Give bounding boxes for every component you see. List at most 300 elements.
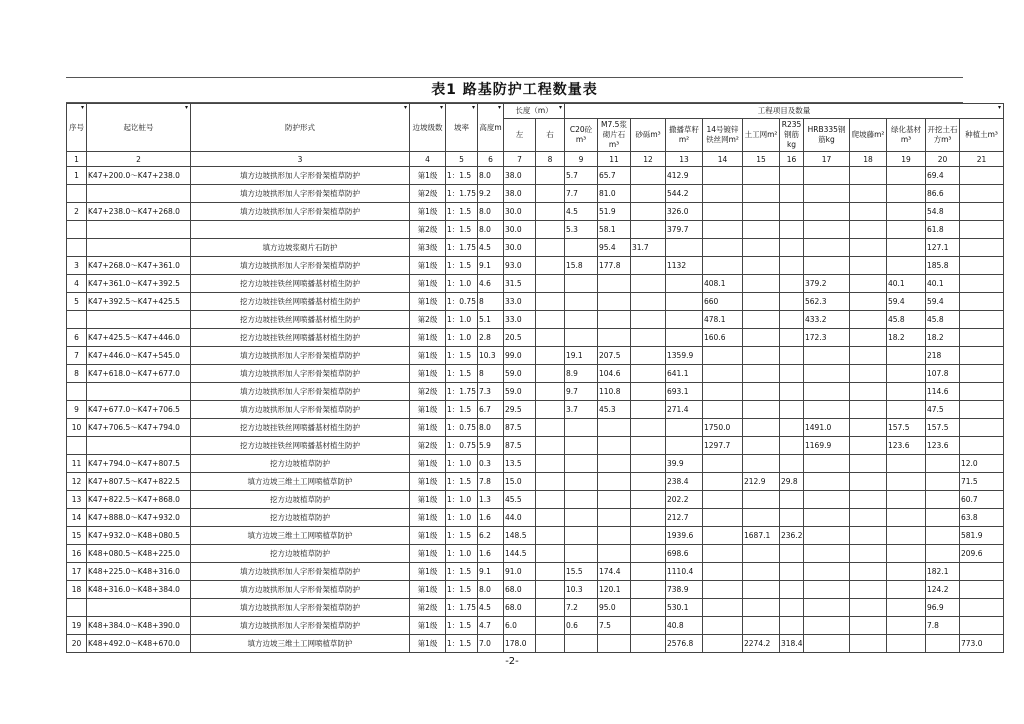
cell-mesh[interactable] (703, 239, 743, 257)
cell-grass[interactable] (666, 239, 703, 257)
cell-slope[interactable]: 1：1.0 (446, 311, 478, 329)
cell-excav[interactable] (926, 635, 960, 653)
cell-m75[interactable] (598, 545, 631, 563)
cell-no[interactable]: 11 (67, 455, 87, 473)
cell-m75[interactable]: 120.1 (598, 581, 631, 599)
cell-h[interactable]: 4.7 (478, 617, 504, 635)
cell-hrb[interactable] (804, 563, 850, 581)
cell-c20[interactable]: 15.8 (565, 257, 598, 275)
cell-green[interactable] (887, 365, 926, 383)
cell-geo[interactable] (743, 419, 780, 437)
cell-slope[interactable]: 1：0.75 (446, 419, 478, 437)
cell-left[interactable]: 148.5 (504, 527, 536, 545)
cell-excav[interactable]: 218 (926, 347, 960, 365)
cell-level[interactable]: 第2级 (410, 221, 446, 239)
cell-form[interactable]: 填方边坡三维土工网喷植草防护 (191, 473, 410, 491)
cell-green[interactable] (887, 563, 926, 581)
cell-excav[interactable] (926, 491, 960, 509)
cell-no[interactable] (67, 437, 87, 455)
cell-plant[interactable] (960, 329, 1004, 347)
cell-h[interactable]: 9.2 (478, 185, 504, 203)
cell-form[interactable]: 挖方边坡挂铁丝网喷播基材植生防护 (191, 419, 410, 437)
cell-green[interactable]: 123.6 (887, 437, 926, 455)
cell-grass[interactable] (666, 437, 703, 455)
cell-r235[interactable] (780, 491, 804, 509)
cell-sand[interactable] (631, 635, 666, 653)
cell-slope[interactable]: 1：1.5 (446, 563, 478, 581)
cell-m75[interactable] (598, 329, 631, 347)
filter-arrow-icon[interactable]: ▾ (439, 104, 443, 111)
cell-hrb[interactable] (804, 401, 850, 419)
cell-slope[interactable]: 1：1.5 (446, 347, 478, 365)
cell-m75[interactable] (598, 491, 631, 509)
cell-right[interactable] (536, 275, 565, 293)
cell-excav[interactable] (926, 545, 960, 563)
cell-left[interactable]: 87.5 (504, 437, 536, 455)
cell-mesh[interactable] (703, 455, 743, 473)
cell-left[interactable]: 38.0 (504, 167, 536, 185)
cell-plant[interactable]: 60.7 (960, 491, 1004, 509)
cell-sand[interactable] (631, 347, 666, 365)
cell-right[interactable] (536, 203, 565, 221)
cell-level[interactable]: 第3级 (410, 239, 446, 257)
cell-plant[interactable] (960, 167, 1004, 185)
cell-geo[interactable] (743, 347, 780, 365)
cell-left[interactable]: 33.0 (504, 293, 536, 311)
cell-no[interactable]: 3 (67, 257, 87, 275)
cell-slope[interactable]: 1：1.5 (446, 257, 478, 275)
cell-station[interactable]: K48+080.5～K48+225.0 (87, 545, 191, 563)
cell-right[interactable] (536, 437, 565, 455)
cell-r235[interactable] (780, 365, 804, 383)
cell-mesh[interactable]: 160.6 (703, 329, 743, 347)
cell-right[interactable] (536, 455, 565, 473)
cell-plant[interactable] (960, 203, 1004, 221)
cell-geo[interactable]: 212.9 (743, 473, 780, 491)
cell-geo[interactable] (743, 311, 780, 329)
cell-geo[interactable] (743, 383, 780, 401)
cell-form[interactable]: 挖方边坡挂铁丝网喷播基材植生防护 (191, 329, 410, 347)
cell-mesh[interactable] (703, 635, 743, 653)
cell-c20[interactable] (565, 455, 598, 473)
cell-green[interactable]: 18.2 (887, 329, 926, 347)
cell-station[interactable] (87, 383, 191, 401)
cell-form[interactable]: 填方边坡拱形加人字形骨架植草防护 (191, 581, 410, 599)
cell-level[interactable]: 第1级 (410, 275, 446, 293)
cell-m75[interactable]: 95.4 (598, 239, 631, 257)
cell-pile[interactable] (850, 329, 887, 347)
cell-no[interactable]: 13 (67, 491, 87, 509)
cell-plant[interactable] (960, 617, 1004, 635)
cell-left[interactable]: 29.5 (504, 401, 536, 419)
cell-no[interactable]: 2 (67, 203, 87, 221)
cell-r235[interactable] (780, 203, 804, 221)
cell-station[interactable]: K47+446.0～K47+545.0 (87, 347, 191, 365)
cell-right[interactable] (536, 311, 565, 329)
cell-m75[interactable] (598, 293, 631, 311)
cell-form[interactable]: 填方边坡拱形加人字形骨架植草防护 (191, 401, 410, 419)
cell-geo[interactable]: 2274.2 (743, 635, 780, 653)
cell-c20[interactable] (565, 329, 598, 347)
cell-grass[interactable]: 412.9 (666, 167, 703, 185)
cell-c20[interactable] (565, 491, 598, 509)
cell-right[interactable] (536, 383, 565, 401)
cell-station[interactable]: K47+361.0～K47+392.5 (87, 275, 191, 293)
cell-form[interactable]: 挖方边坡挂铁丝网喷播基材植生防护 (191, 275, 410, 293)
cell-excav[interactable]: 61.8 (926, 221, 960, 239)
cell-station[interactable]: K47+807.5～K47+822.5 (87, 473, 191, 491)
cell-no[interactable]: 7 (67, 347, 87, 365)
cell-plant[interactable]: 63.8 (960, 509, 1004, 527)
cell-sand[interactable] (631, 473, 666, 491)
cell-c20[interactable] (565, 635, 598, 653)
header-form[interactable] (191, 104, 410, 152)
cell-level[interactable]: 第2级 (410, 383, 446, 401)
cell-r235[interactable] (780, 311, 804, 329)
cell-grass[interactable]: 738.9 (666, 581, 703, 599)
cell-station[interactable]: K47+706.5～K47+794.0 (87, 419, 191, 437)
cell-no[interactable]: 1 (67, 167, 87, 185)
header-slope[interactable] (446, 104, 478, 152)
cell-level[interactable]: 第1级 (410, 617, 446, 635)
cell-slope[interactable]: 1：1.5 (446, 221, 478, 239)
cell-c20[interactable]: 3.7 (565, 401, 598, 419)
cell-station[interactable] (87, 185, 191, 203)
cell-slope[interactable]: 1：1.5 (446, 581, 478, 599)
cell-m75[interactable]: 207.5 (598, 347, 631, 365)
header-seq[interactable] (67, 104, 87, 152)
cell-left[interactable]: 30.0 (504, 221, 536, 239)
cell-m75[interactable] (598, 509, 631, 527)
cell-slope[interactable]: 1：1.5 (446, 527, 478, 545)
cell-excav[interactable]: 69.4 (926, 167, 960, 185)
cell-plant[interactable] (960, 275, 1004, 293)
cell-grass[interactable]: 530.1 (666, 599, 703, 617)
cell-h[interactable]: 8.0 (478, 581, 504, 599)
cell-mesh[interactable] (703, 257, 743, 275)
cell-right[interactable] (536, 167, 565, 185)
cell-m75[interactable]: 58.1 (598, 221, 631, 239)
cell-r235[interactable]: 318.4 (780, 635, 804, 653)
cell-slope[interactable]: 1：1.0 (446, 329, 478, 347)
cell-pile[interactable] (850, 455, 887, 473)
cell-no[interactable] (67, 599, 87, 617)
cell-left[interactable]: 178.0 (504, 635, 536, 653)
header-station[interactable] (87, 104, 191, 152)
cell-sand[interactable] (631, 185, 666, 203)
cell-h[interactable]: 8.0 (478, 167, 504, 185)
cell-r235[interactable] (780, 509, 804, 527)
cell-pile[interactable] (850, 293, 887, 311)
cell-no[interactable] (67, 185, 87, 203)
header-length[interactable] (504, 104, 565, 119)
cell-sand[interactable] (631, 383, 666, 401)
cell-station[interactable]: K47+794.0～K47+807.5 (87, 455, 191, 473)
cell-green[interactable] (887, 491, 926, 509)
cell-r235[interactable] (780, 455, 804, 473)
cell-c20[interactable]: 5.3 (565, 221, 598, 239)
cell-hrb[interactable]: 379.2 (804, 275, 850, 293)
cell-slope[interactable]: 1：1.75 (446, 599, 478, 617)
cell-c20[interactable]: 7.7 (565, 185, 598, 203)
cell-right[interactable] (536, 635, 565, 653)
cell-sand[interactable] (631, 401, 666, 419)
cell-mesh[interactable]: 1297.7 (703, 437, 743, 455)
cell-left[interactable]: 59.0 (504, 383, 536, 401)
header-level[interactable] (410, 104, 446, 152)
cell-excav[interactable]: 18.2 (926, 329, 960, 347)
cell-right[interactable] (536, 545, 565, 563)
cell-mesh[interactable] (703, 509, 743, 527)
cell-h[interactable]: 0.3 (478, 455, 504, 473)
cell-right[interactable] (536, 419, 565, 437)
cell-sand[interactable] (631, 509, 666, 527)
cell-hrb[interactable] (804, 167, 850, 185)
cell-right[interactable] (536, 239, 565, 257)
cell-slope[interactable]: 1：1.75 (446, 383, 478, 401)
cell-plant[interactable] (960, 401, 1004, 419)
cell-no[interactable]: 14 (67, 509, 87, 527)
cell-hrb[interactable] (804, 491, 850, 509)
cell-sand[interactable] (631, 617, 666, 635)
cell-r235[interactable] (780, 563, 804, 581)
cell-excav[interactable]: 127.1 (926, 239, 960, 257)
cell-hrb[interactable]: 1169.9 (804, 437, 850, 455)
cell-hrb[interactable]: 1491.0 (804, 419, 850, 437)
cell-geo[interactable] (743, 455, 780, 473)
cell-sand[interactable] (631, 545, 666, 563)
cell-form[interactable]: 挖方边坡植草防护 (191, 455, 410, 473)
cell-h[interactable]: 9.1 (478, 257, 504, 275)
cell-hrb[interactable]: 172.3 (804, 329, 850, 347)
cell-geo[interactable] (743, 185, 780, 203)
header-height[interactable] (478, 104, 504, 152)
cell-green[interactable] (887, 455, 926, 473)
cell-mesh[interactable] (703, 581, 743, 599)
cell-h[interactable]: 10.3 (478, 347, 504, 365)
cell-green[interactable] (887, 203, 926, 221)
cell-plant[interactable] (960, 239, 1004, 257)
cell-plant[interactable] (960, 257, 1004, 275)
cell-station[interactable] (87, 311, 191, 329)
cell-left[interactable]: 20.5 (504, 329, 536, 347)
cell-level[interactable]: 第1级 (410, 401, 446, 419)
cell-grass[interactable]: 641.1 (666, 365, 703, 383)
cell-green[interactable] (887, 635, 926, 653)
cell-hrb[interactable] (804, 599, 850, 617)
filter-arrow-icon[interactable]: ▾ (184, 104, 188, 111)
cell-m75[interactable]: 7.5 (598, 617, 631, 635)
cell-r235[interactable] (780, 329, 804, 347)
cell-grass[interactable] (666, 275, 703, 293)
cell-plant[interactable]: 12.0 (960, 455, 1004, 473)
cell-pile[interactable] (850, 347, 887, 365)
cell-m75[interactable] (598, 635, 631, 653)
cell-grass[interactable]: 39.9 (666, 455, 703, 473)
cell-m75[interactable]: 174.4 (598, 563, 631, 581)
cell-excav[interactable]: 157.5 (926, 419, 960, 437)
cell-level[interactable]: 第1级 (410, 563, 446, 581)
cell-left[interactable]: 30.0 (504, 239, 536, 257)
cell-plant[interactable] (960, 221, 1004, 239)
cell-level[interactable]: 第1级 (410, 455, 446, 473)
cell-green[interactable] (887, 545, 926, 563)
cell-plant[interactable]: 71.5 (960, 473, 1004, 491)
cell-m75[interactable]: 110.8 (598, 383, 631, 401)
cell-mesh[interactable]: 1750.0 (703, 419, 743, 437)
cell-slope[interactable]: 1：1.5 (446, 617, 478, 635)
cell-station[interactable]: K47+268.0～K47+361.0 (87, 257, 191, 275)
cell-grass[interactable] (666, 419, 703, 437)
cell-station[interactable] (87, 221, 191, 239)
cell-m75[interactable]: 65.7 (598, 167, 631, 185)
cell-mesh[interactable] (703, 473, 743, 491)
cell-form[interactable]: 挖方边坡植草防护 (191, 509, 410, 527)
cell-excav[interactable]: 114.6 (926, 383, 960, 401)
cell-hrb[interactable] (804, 455, 850, 473)
cell-slope[interactable]: 1：1.75 (446, 239, 478, 257)
cell-mesh[interactable] (703, 203, 743, 221)
cell-no[interactable]: 17 (67, 563, 87, 581)
cell-h[interactable]: 4.5 (478, 239, 504, 257)
cell-slope[interactable]: 1：1.5 (446, 203, 478, 221)
cell-level[interactable]: 第1级 (410, 365, 446, 383)
cell-geo[interactable] (743, 617, 780, 635)
cell-m75[interactable] (598, 419, 631, 437)
cell-form[interactable]: 填方边坡拱形加人字形骨架植草防护 (191, 257, 410, 275)
cell-left[interactable]: 30.0 (504, 203, 536, 221)
cell-right[interactable] (536, 293, 565, 311)
cell-pile[interactable] (850, 491, 887, 509)
cell-geo[interactable] (743, 563, 780, 581)
cell-level[interactable]: 第1级 (410, 635, 446, 653)
cell-slope[interactable]: 1：1.0 (446, 509, 478, 527)
cell-grass[interactable]: 212.7 (666, 509, 703, 527)
cell-level[interactable]: 第1级 (410, 167, 446, 185)
cell-left[interactable]: 44.0 (504, 509, 536, 527)
cell-geo[interactable] (743, 491, 780, 509)
cell-r235[interactable] (780, 239, 804, 257)
cell-geo[interactable] (743, 221, 780, 239)
cell-pile[interactable] (850, 563, 887, 581)
cell-c20[interactable]: 5.7 (565, 167, 598, 185)
cell-form[interactable]: 填方边坡拱形加人字形骨架植草防护 (191, 167, 410, 185)
cell-m75[interactable] (598, 455, 631, 473)
cell-pile[interactable] (850, 185, 887, 203)
cell-m75[interactable] (598, 527, 631, 545)
cell-sand[interactable] (631, 203, 666, 221)
cell-level[interactable]: 第1级 (410, 257, 446, 275)
cell-pile[interactable] (850, 401, 887, 419)
cell-plant[interactable]: 581.9 (960, 527, 1004, 545)
cell-green[interactable] (887, 473, 926, 491)
cell-sand[interactable] (631, 293, 666, 311)
cell-grass[interactable]: 326.0 (666, 203, 703, 221)
cell-mesh[interactable]: 408.1 (703, 275, 743, 293)
cell-m75[interactable] (598, 437, 631, 455)
cell-right[interactable] (536, 599, 565, 617)
cell-left[interactable]: 45.5 (504, 491, 536, 509)
cell-level[interactable]: 第2级 (410, 185, 446, 203)
cell-mesh[interactable]: 660 (703, 293, 743, 311)
cell-c20[interactable]: 8.9 (565, 365, 598, 383)
cell-right[interactable] (536, 563, 565, 581)
cell-pile[interactable] (850, 545, 887, 563)
cell-h[interactable]: 8.0 (478, 221, 504, 239)
cell-no[interactable]: 4 (67, 275, 87, 293)
cell-r235[interactable] (780, 221, 804, 239)
cell-sand[interactable] (631, 491, 666, 509)
cell-plant[interactable]: 773.0 (960, 635, 1004, 653)
cell-h[interactable]: 1.6 (478, 509, 504, 527)
cell-slope[interactable]: 1：1.0 (446, 455, 478, 473)
cell-right[interactable] (536, 491, 565, 509)
cell-excav[interactable]: 107.8 (926, 365, 960, 383)
cell-green[interactable]: 45.8 (887, 311, 926, 329)
cell-plant[interactable] (960, 365, 1004, 383)
cell-h[interactable]: 7.8 (478, 473, 504, 491)
cell-form[interactable]: 填方边坡拱形加人字形骨架植草防护 (191, 347, 410, 365)
cell-hrb[interactable] (804, 203, 850, 221)
cell-level[interactable]: 第2级 (410, 599, 446, 617)
cell-green[interactable] (887, 509, 926, 527)
cell-form[interactable]: 填方边坡拱形加人字形骨架植草防护 (191, 383, 410, 401)
cell-right[interactable] (536, 473, 565, 491)
cell-green[interactable] (887, 581, 926, 599)
cell-level[interactable]: 第1级 (410, 581, 446, 599)
cell-h[interactable]: 4.5 (478, 599, 504, 617)
cell-left[interactable]: 87.5 (504, 419, 536, 437)
cell-h[interactable]: 6.2 (478, 527, 504, 545)
cell-h[interactable]: 5.9 (478, 437, 504, 455)
cell-m75[interactable]: 104.6 (598, 365, 631, 383)
cell-r235[interactable]: 236.2 (780, 527, 804, 545)
cell-green[interactable] (887, 239, 926, 257)
cell-station[interactable] (87, 437, 191, 455)
cell-excav[interactable]: 182.1 (926, 563, 960, 581)
cell-c20[interactable] (565, 527, 598, 545)
cell-level[interactable]: 第1级 (410, 203, 446, 221)
cell-right[interactable] (536, 509, 565, 527)
cell-grass[interactable]: 2576.8 (666, 635, 703, 653)
cell-excav[interactable]: 45.8 (926, 311, 960, 329)
cell-c20[interactable]: 0.6 (565, 617, 598, 635)
cell-pile[interactable] (850, 635, 887, 653)
cell-m75[interactable]: 95.0 (598, 599, 631, 617)
cell-green[interactable] (887, 221, 926, 239)
cell-h[interactable]: 2.8 (478, 329, 504, 347)
cell-station[interactable]: K48+316.0～K48+384.0 (87, 581, 191, 599)
cell-r235[interactable] (780, 401, 804, 419)
cell-grass[interactable] (666, 329, 703, 347)
cell-form[interactable]: 填方边坡拱形加人字形骨架植草防护 (191, 563, 410, 581)
cell-geo[interactable] (743, 599, 780, 617)
cell-geo[interactable] (743, 203, 780, 221)
cell-grass[interactable] (666, 293, 703, 311)
cell-form[interactable]: 填方边坡拱形加人字形骨架植草防护 (191, 365, 410, 383)
cell-geo[interactable] (743, 257, 780, 275)
cell-c20[interactable] (565, 545, 598, 563)
cell-form[interactable]: 填方边坡三维土工网喷植草防护 (191, 527, 410, 545)
cell-excav[interactable]: 185.8 (926, 257, 960, 275)
cell-hrb[interactable] (804, 473, 850, 491)
cell-sand[interactable] (631, 437, 666, 455)
cell-pile[interactable] (850, 365, 887, 383)
cell-right[interactable] (536, 365, 565, 383)
cell-mesh[interactable] (703, 563, 743, 581)
cell-plant[interactable] (960, 185, 1004, 203)
cell-station[interactable]: K47+888.0～K47+932.0 (87, 509, 191, 527)
